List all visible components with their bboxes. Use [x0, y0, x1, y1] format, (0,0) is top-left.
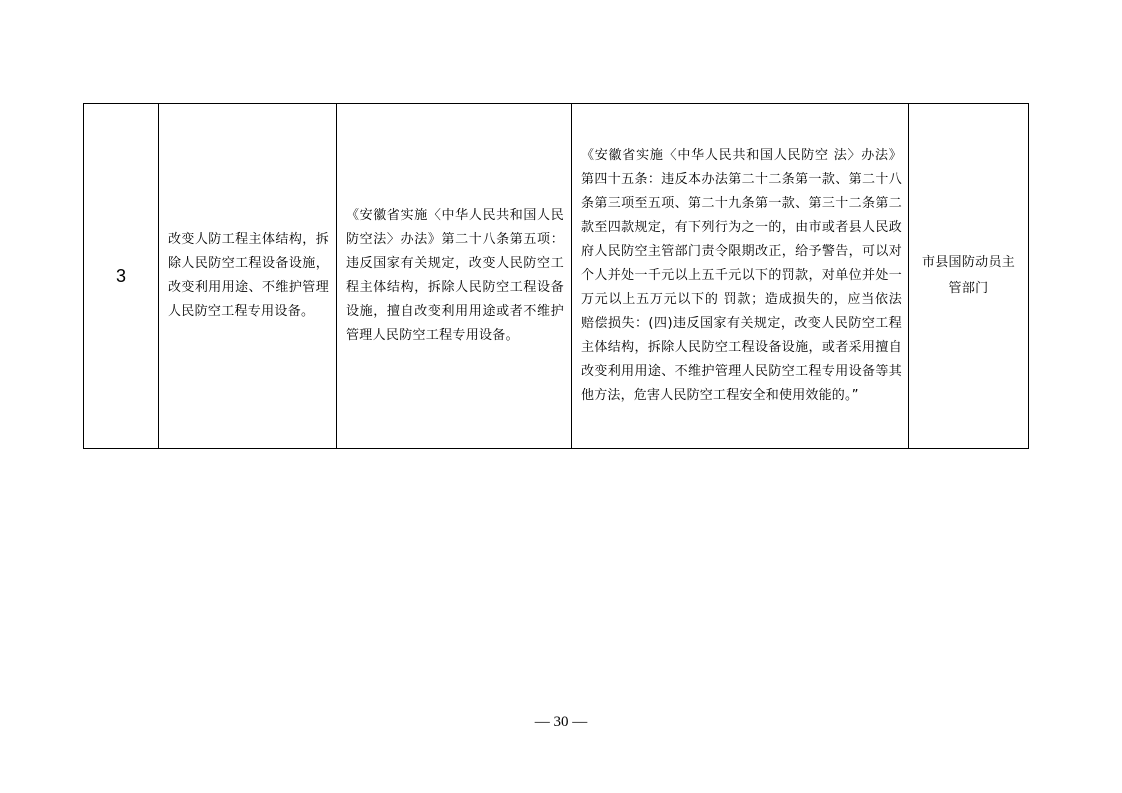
enforcement-table [83, 103, 1029, 449]
row-number-cell [84, 104, 159, 449]
row-number: 3 [115, 265, 126, 286]
item-cell [159, 104, 337, 449]
legal-basis-text: 《安徽省实施〈中华人民共和国人民防空法〉办法》第二十八条第五项：违反国家有关规定，改变人民防空工程主体结构，拆除人民防空工程设备设施，擅自改变利用用途或者不维护管理人民防空工程专用设备。 [346, 208, 564, 343]
item-text: 改变人防工程主体结构，拆除人民防空工程设备设施，改变利用用途、不维护管理人民防空工程专用设备。 [168, 232, 329, 319]
table-row [84, 104, 1029, 449]
department-text: 市县国防动员主管部门 [921, 255, 1016, 296]
penalty-basis-text: 《安徽省实施〈中华人民共和国人民防空 法〉办法》第四十五条：违反本办法第二十二条第一款、第二十八条第三项至五项、第二十九条第一款、第三十二条第二款至四款规定，有下列行为之一的，由市或者县人民政府人民防空主管部门责令限期改正，给予警告，可以对个人并处一千元以上五千元以下的罚款，对单位并处一万元以上五万元以下的 罚款；造成损失的，应当依法赔偿损失：(四)违反国家有关规定，改变人民防空工程主体结构，拆除人民防空工程设备设施，或者采用擅自改变利用用途、不维护管理人民防空工程专用设备等其他方法，危害人民防空工程安全和使用效能的。” [581, 148, 902, 403]
penalty-basis-cell [572, 104, 909, 449]
legal-basis-cell [337, 104, 572, 449]
page-number: — 30 — [534, 714, 588, 730]
department-cell [909, 104, 1029, 449]
